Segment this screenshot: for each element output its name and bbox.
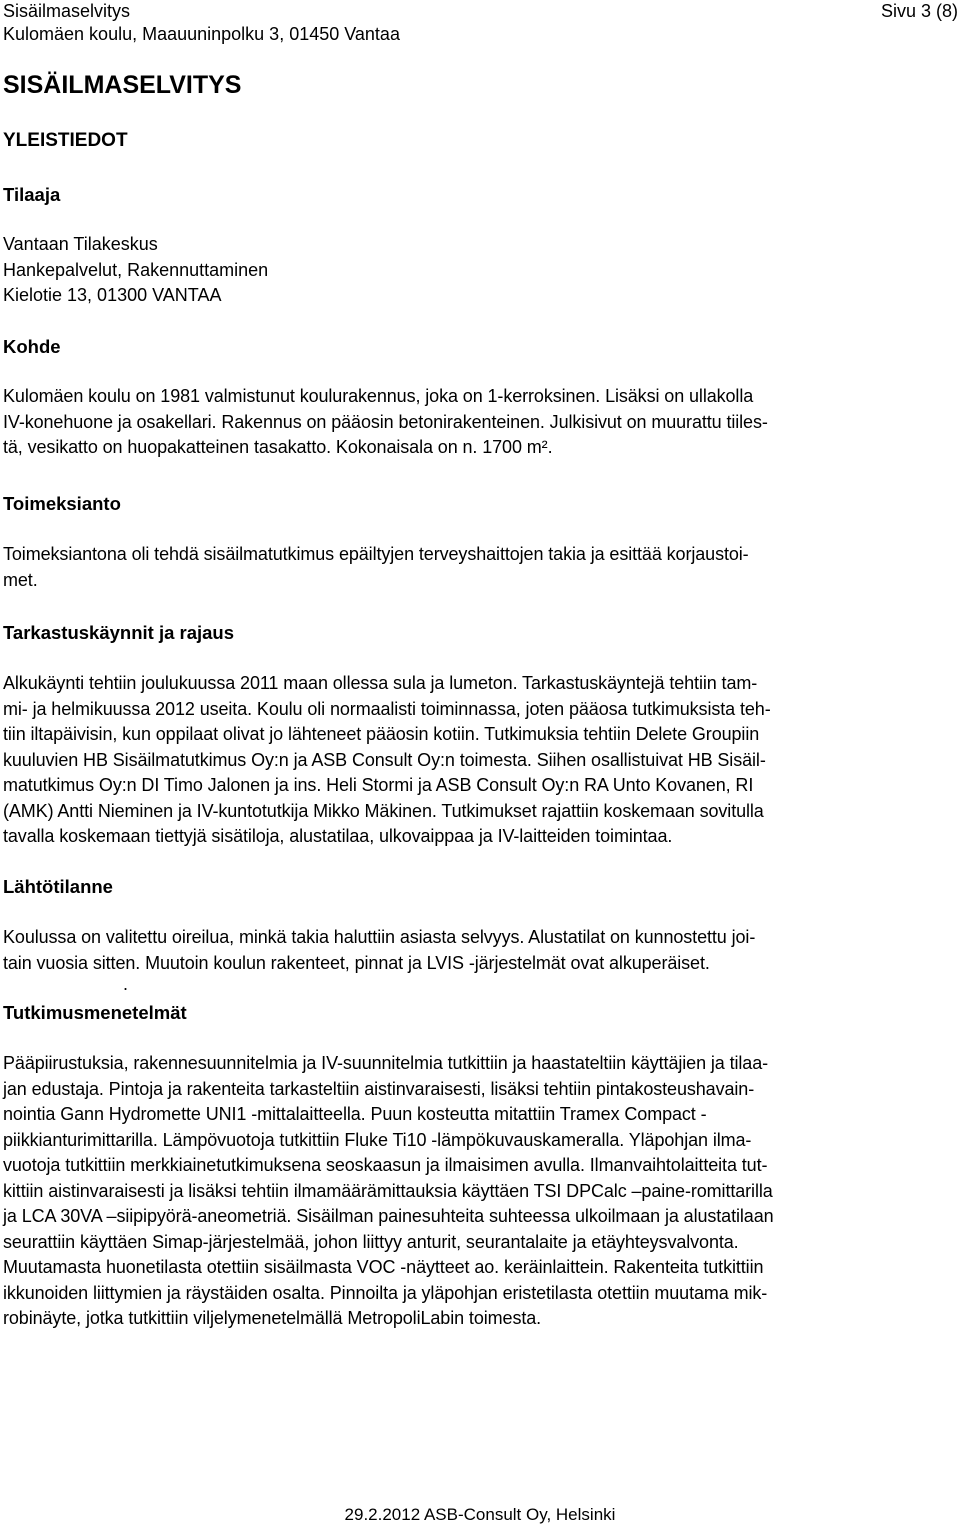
stray-period: . bbox=[123, 974, 129, 994]
tilaaja-text bbox=[3, 232, 955, 309]
menetelmat-line: robinäyte, jotka tutkittiin viljelymenetelmällä MetropoliLabin toimesta. bbox=[3, 1308, 542, 1328]
header-page-label: Sivu 3 (8) bbox=[880, 1, 958, 21]
menetelmat-line: piikkianturimittarilla. Lämpövuotoja tutkittiin Fluke Ti10 -lämpökuvauskameralla. Yläpohjan ilma- bbox=[3, 1129, 752, 1150]
menetelmat-line: kittiin aistinvaraisesti ja lisäksi tehtiin ilmamäärämittauksia käyttäen TSI DPCalc –paine-romittarilla bbox=[3, 1180, 773, 1201]
menetelmat-line: ja LCA 30VA –siipipyörä-aneometriä. Sisäilman painesuhteita suhteessa ulkoilmaan ja alustatilaan bbox=[3, 1206, 774, 1226]
lahtotilanne-line: tain vuosia sitten. Muutoin koulun rakenteet, pinnat ja LVIS -järjestelmät ovat alkuperäiset. bbox=[3, 952, 710, 973]
heading-tarkastuskaynnit: Tarkastuskäynnit ja rajaus bbox=[3, 622, 235, 643]
tarkastus-text bbox=[3, 671, 955, 850]
kohde-line: Kulomäen koulu on 1981 valmistunut koulurakennus, joka on 1-kerroksinen. Lisäksi on ullakolla bbox=[3, 386, 754, 406]
tarkastus-line: (AMK) Antti Nieminen ja IV-kuntotutkija Mikko Mäkinen. Tutkimukset rajattiin koskemaan sovitulla bbox=[3, 800, 764, 821]
heading-tilaaja: Tilaaja bbox=[3, 184, 61, 205]
kohde-line: IV-konehuone ja osakellari. Rakennus on pääosin betonirakenteinen. Julkisivut on muurattu tiiles- bbox=[3, 411, 768, 432]
heading-lahtotilanne: Lähtötilanne bbox=[3, 876, 113, 897]
menetelmat-line: ikkunoiden liittymien ja räystäiden osalta. Pinnoilta ja yläpohjan eristetilasta otettiin muutama mik- bbox=[3, 1282, 768, 1303]
header-doc-name: Sisäilmaselvitys bbox=[3, 1, 131, 21]
tarkastus-line: kuuluvien HB Sisäilmatutkimus Oy:n ja ASB Consult Oy:n toimesta. Siihen osallistuivat HB Sisäil- bbox=[3, 749, 766, 770]
toimeksianto-line: met. bbox=[3, 569, 38, 590]
menetelmat-line: vuotoja tutkittiin merkkiainetutkimuksena seoskaasun ja ilmaisimen avulla. Ilmanvaihtolaitteita tut- bbox=[3, 1155, 768, 1175]
page-header bbox=[3, 0, 958, 46]
tarkastus-line: Alkukäynti tehtiin joulukuussa 2011 maan ollessa sula ja lumeton. Tarkastuskäyntejä tehtiin tam- bbox=[3, 673, 758, 693]
toimeksianto-text bbox=[3, 542, 955, 593]
heading-yleistiedot: YLEISTIEDOT bbox=[3, 130, 128, 151]
page-footer: 29.2.2012 ASB-Consult Oy, Helsinki bbox=[344, 1505, 616, 1524]
heading-kohde: Kohde bbox=[3, 336, 61, 357]
tilaaja-line: Vantaan Tilakeskus bbox=[3, 234, 158, 254]
tilaaja-line: Kielotie 13, 01300 VANTAA bbox=[3, 285, 222, 305]
lahtotilanne-text bbox=[3, 925, 955, 976]
tilaaja-line: Hankepalvelut, Rakennuttaminen bbox=[3, 259, 269, 280]
header-address: Kulomäen koulu, Maauuninpolku 3, 01450 Vantaa bbox=[3, 24, 400, 44]
menetelmat-line: seurattiin käyttäen Simap-järjestelmää, johon liittyy anturit, seurantalaite ja etäyhteysvalvonta. bbox=[3, 1231, 739, 1252]
tarkastus-line: tavalla koskemaan tiettyjä sisätiloja, alustatilaa, ulkovaippaa ja IV-laitteiden toimintaa. bbox=[3, 826, 673, 846]
kohde-line: tä, vesikatto on huopakatteinen tasakatto. Kokonaisala on n. 1700 m². bbox=[3, 437, 553, 457]
lahtotilanne-line: Koulussa on valitettu oireilua, minkä takia haluttiin asiasta selvyys. Alustatilat on kunnostettu joi- bbox=[3, 927, 756, 947]
toimeksianto-line: Toimeksiantona oli tehdä sisäilmatutkimus epäiltyjen terveyshaittojen takia ja esittää korjaustoi- bbox=[3, 544, 749, 564]
menetelmat-line: jan edustaja. Pintoja ja rakenteita tarkasteltiin aistinvaraisesti, lisäksi tehtiin pintakosteushavain- bbox=[3, 1078, 755, 1099]
header-row bbox=[3, 0, 958, 23]
menetelmat-line: Pääpiirustuksia, rakennesuunnitelmia ja IV-suunnitelmia tutkittiin ja haastateltiin käyttäjien ja tilaa- bbox=[3, 1053, 769, 1073]
menetelmat-line: nointia Gann Hydromette UNI1 -mittalaitteella. Puun kosteutta mitattiin Tramex Compact - bbox=[3, 1104, 707, 1124]
heading-toimeksianto: Toimeksianto bbox=[3, 493, 121, 514]
document-title: SISÄILMASELVITYS bbox=[3, 71, 242, 99]
tarkastus-line: tiin iltapäivisin, kun oppilaat olivat jo lähteneet pääosin kotiin. Tutkimuksia tehtiin Delete Groupiin bbox=[3, 724, 760, 744]
menetelmat-text bbox=[3, 1051, 955, 1332]
tarkastus-line: mi- ja helmikuussa 2012 useita. Koulu oli normaalisti toiminnassa, joten pääosa tutkimuksista teh- bbox=[3, 698, 771, 719]
heading-tutkimusmenetelmat: Tutkimusmenetelmät bbox=[3, 1002, 187, 1023]
kohde-text bbox=[3, 384, 955, 461]
menetelmat-line: Muutamasta huonetilasta otettiin sisäilmasta VOC -näytteet ao. keräinlaittein. Rakenteita tutkittiin bbox=[3, 1257, 764, 1277]
tarkastus-line: matutkimus Oy:n DI Timo Jalonen ja ins. Heli Stormi ja ASB Consult Oy:n RA Unto Kovanen, RI bbox=[3, 775, 754, 795]
